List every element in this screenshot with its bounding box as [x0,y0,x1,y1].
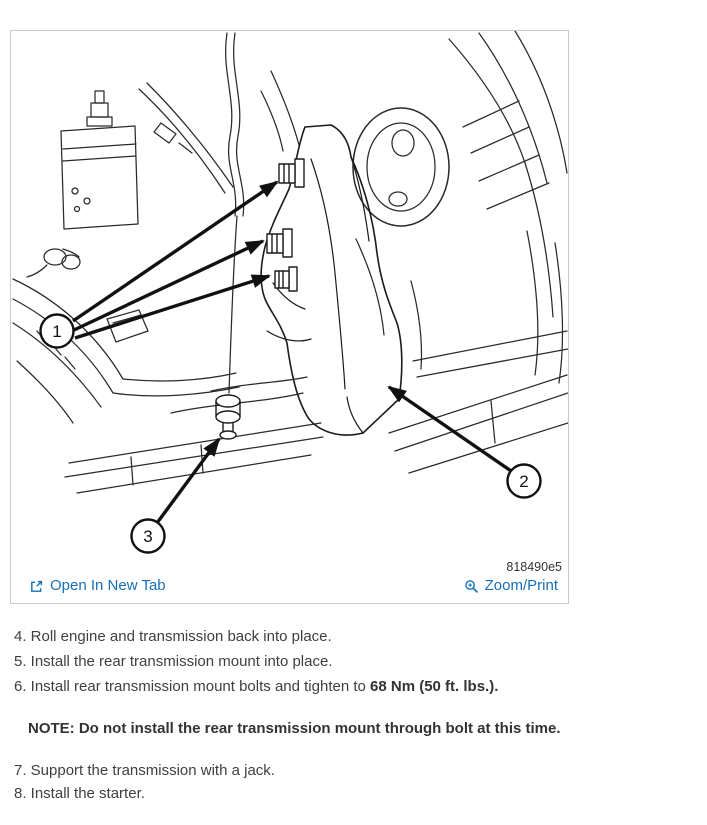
magnifier-icon [464,579,479,594]
engine-background-art [13,31,568,493]
mount-bolts [216,159,304,439]
note: NOTE: Do not install the rear transmission mount through bolt at this time. [28,720,561,737]
callout-2-label: 2 [519,472,529,491]
instructions [10,624,697,805]
open-in-new-tab-label: Open In New Tab [50,577,166,594]
mount-diagram [11,31,568,576]
figure-diagram [11,31,568,576]
step-8: 8. Install the starter. [14,785,145,802]
open-in-new-tab-link[interactable] [29,577,166,595]
step-6 [14,674,697,699]
step-4: 4. Roll engine and transmission back into place. [14,628,332,645]
open-in-new-tab-icon [29,579,44,594]
figure-code: 818490e5 [506,560,562,574]
zoom-print-link[interactable] [464,577,558,595]
figure-toolbar [11,576,568,603]
callout-3-label: 3 [143,527,153,546]
zoom-print-label: Zoom/Print [484,577,558,594]
callout-1-label: 1 [52,322,62,341]
figure-panel [10,30,569,604]
step-7: 7. Support the transmission with a jack. [14,762,275,779]
step-6-text: 6. Install rear transmission mount bolts and tighten to [14,678,371,695]
step-5: 5. Install the rear transmission mount into place. [14,653,333,670]
step-6-torque: 68 Nm (50 ft. lbs.). [370,678,499,695]
